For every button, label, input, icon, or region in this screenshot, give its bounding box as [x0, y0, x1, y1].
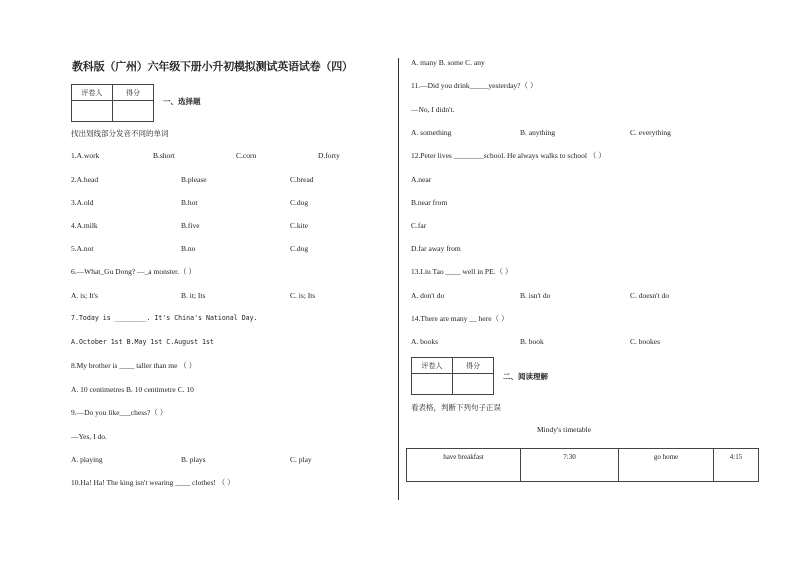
q12-stem: 12.Peter lives ________school. He always walks to school （ ）: [411, 151, 606, 160]
q2-option-a: 2.A.head: [71, 175, 99, 184]
timetable-caption: Mindy's timetable: [537, 425, 592, 434]
q5-option-b: B.no: [181, 244, 196, 253]
q1-option-a: 1.A.work: [71, 151, 100, 160]
q11-option-a: A. something: [411, 128, 452, 137]
q12-option-c: C.far: [411, 221, 427, 230]
q14-option-b: B. book: [520, 337, 544, 346]
section2-instruction: 看表格，判断下列句子正误: [411, 403, 501, 412]
q5-option-a: 5.A.not: [71, 244, 94, 253]
q3-option-b: B.hot: [181, 198, 198, 207]
score-cell: [453, 374, 494, 395]
q2-option-b: B.please: [181, 175, 207, 184]
q6-option-a: A. is; It's: [71, 291, 98, 300]
q12-option-d: D.far away from: [411, 244, 461, 253]
section1-heading: 一、选择题: [163, 97, 201, 106]
timetable-cell: have breakfast: [407, 449, 521, 482]
score-label: 得分: [113, 85, 154, 101]
q11-stem: 11.—Did you drink_____yesterday?（ ）: [411, 81, 538, 90]
q4-option-a: 4.A.milk: [71, 221, 98, 230]
q6-option-c: C. is; Its: [290, 291, 316, 300]
section1-instruction: 找出划线部分发音不同的单词: [71, 129, 169, 138]
q14-option-c: C. bookes: [630, 337, 660, 346]
q1-option-b: B.short: [153, 151, 175, 160]
q3-option-c: C.dog: [290, 198, 309, 207]
q8-stem: 8.My brother is ____ taller than me （ ）: [71, 361, 197, 370]
score-cell: [113, 101, 154, 122]
q8-options: A. 10 centimetres B. 10 centimetre C. 10: [71, 385, 194, 394]
q5-option-c: C.dog: [290, 244, 309, 253]
section2-heading: 二、阅读理解: [503, 372, 548, 381]
grader-cell: [412, 374, 453, 395]
column-divider: [398, 58, 399, 500]
q12-option-a: A.near: [411, 175, 432, 184]
q10-options: A. many B. some C. any: [411, 58, 485, 67]
grader-label: 评卷人: [72, 85, 113, 101]
q10-stem: 10.Ha! Ha! The king isn't wearing ____ clothes! （ ）: [71, 478, 235, 487]
q2-option-c: C.bread: [290, 175, 314, 184]
q6-option-b: B. it; Its: [181, 291, 206, 300]
q13-stem: 13.Liu Tao ____ well in PE.（ ）: [411, 267, 513, 276]
q1-option-c: C.corn: [236, 151, 257, 160]
q9-option-a: A. playing: [71, 455, 103, 464]
q4-option-b: B.five: [181, 221, 200, 230]
timetable-cell: 7:30: [521, 449, 619, 482]
grader-label: 评卷人: [412, 358, 453, 374]
timetable: [406, 448, 759, 482]
grader-cell: [72, 101, 113, 122]
timetable-cell: go home: [619, 449, 714, 482]
score-box-2: [411, 357, 494, 395]
q9-option-b: B. plays: [181, 455, 206, 464]
timetable-cell: 4:15: [714, 449, 759, 482]
q6-stem: 6.—What_Gu Dong? —_a monster.（ ）: [71, 267, 196, 276]
q12-option-b: B.near from: [411, 198, 448, 207]
q11-option-c: C. everything: [630, 128, 671, 137]
q9-option-c: C. play: [290, 455, 312, 464]
q1-option-d: D.forty: [318, 151, 340, 160]
q7-stem: 7.Today is ________. It's China's National Day.: [71, 314, 258, 322]
q9-stem: 9.—Do you like___chess?（ ）: [71, 408, 168, 417]
score-box: [71, 84, 154, 122]
q3-option-a: 3.A.old: [71, 198, 94, 207]
q11-option-b: B. anything: [520, 128, 555, 137]
q13-option-c: C. doesn't do: [630, 291, 670, 300]
q11-answer: —No, I didn't.: [411, 105, 455, 114]
q14-stem: 14.There are many __ here（ ）: [411, 314, 509, 323]
page-title: 教科版（广州）六年级下册小升初模拟测试英语试卷（四）: [72, 60, 353, 73]
q14-option-a: A. books: [411, 337, 439, 346]
q13-option-a: A. don't do: [411, 291, 445, 300]
q7-options: A.October 1st B.May 1st C.August 1st: [71, 338, 214, 346]
score-label: 得分: [453, 358, 494, 374]
q13-option-b: B. isn't do: [520, 291, 551, 300]
q9-answer: —Yes, I do.: [71, 432, 107, 441]
q4-option-c: C.kite: [290, 221, 309, 230]
